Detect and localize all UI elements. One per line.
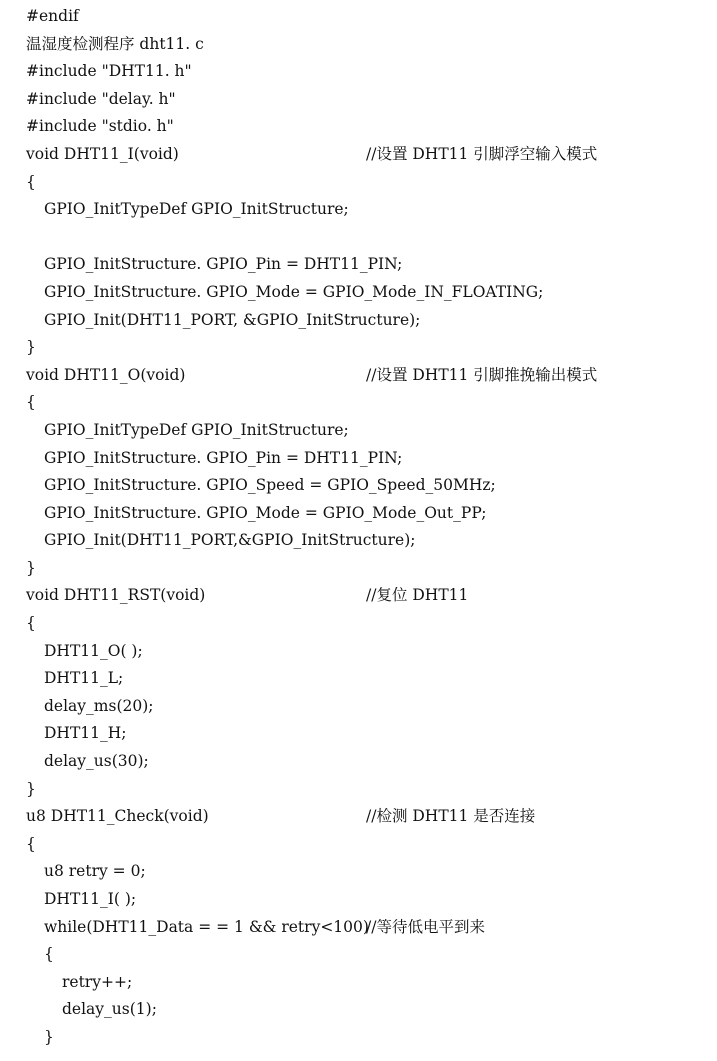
code-line <box>0 31 717 59</box>
code-comment: //设置 DHT11 引脚推挽输出模式 <box>366 365 598 384</box>
code-line <box>0 858 717 886</box>
code-text: DHT11_L; <box>44 669 124 688</box>
code-text: { <box>26 393 36 412</box>
code-text: } <box>26 338 36 357</box>
code-line <box>0 196 717 224</box>
code-text: GPIO_InitStructure. GPIO_Mode = GPIO_Mode_IN_FLOATING; <box>44 282 544 301</box>
code-line <box>0 665 717 693</box>
code-comment: //复位 DHT11 <box>366 586 469 605</box>
code-text: } <box>26 779 36 798</box>
code-line <box>0 582 717 610</box>
code-text: #include "stdio. h" <box>26 117 174 136</box>
code-text: #include "DHT11. h" <box>26 62 192 81</box>
code-line <box>0 113 717 141</box>
code-text: void DHT11_I(void) <box>26 144 179 163</box>
code-text: 温湿度检测程序 dht11. c <box>26 34 204 53</box>
code-line <box>0 803 717 831</box>
code-text: { <box>26 172 36 191</box>
code-text: } <box>26 558 36 577</box>
code-text: GPIO_InitStructure. GPIO_Speed = GPIO_Speed_50MHz; <box>44 476 496 495</box>
code-text: { <box>26 614 36 633</box>
code-line <box>0 886 717 914</box>
code-line <box>0 610 717 638</box>
code-line <box>0 389 717 417</box>
code-text: delay_us(1); <box>62 1000 157 1019</box>
code-text: GPIO_InitStructure. GPIO_Pin = DHT11_PIN; <box>44 255 403 274</box>
code-text: #endif <box>26 7 79 25</box>
code-text: GPIO_InitStructure. GPIO_Pin = DHT11_PIN; <box>44 448 403 467</box>
code-line <box>0 941 717 969</box>
code-text: GPIO_Init(DHT11_PORT, &GPIO_InitStructure); <box>44 310 421 329</box>
code-line <box>0 279 717 307</box>
code-text: retry++; <box>62 972 133 991</box>
code-text: #include "delay. h" <box>26 89 176 108</box>
code-line <box>0 1024 717 1052</box>
code-text: { <box>26 834 36 853</box>
code-line <box>0 693 717 721</box>
code-line <box>0 445 717 473</box>
code-line <box>0 527 717 555</box>
code-line <box>0 996 717 1024</box>
code-line <box>0 969 717 997</box>
code-line <box>0 86 717 114</box>
code-line <box>0 224 717 252</box>
code-text: delay_ms(20); <box>44 696 154 715</box>
code-text: GPIO_InitTypeDef GPIO_InitStructure; <box>44 200 349 219</box>
code-line <box>0 58 717 86</box>
code-text: u8 retry = 0; <box>44 862 146 881</box>
code-line <box>0 472 717 500</box>
code-comment: //设置 DHT11 引脚浮空输入模式 <box>366 144 598 163</box>
code-line <box>0 748 717 776</box>
code-text: DHT11_O( ); <box>44 641 143 660</box>
code-document <box>0 3 717 1052</box>
code-line <box>0 500 717 528</box>
code-line <box>0 720 717 748</box>
code-line <box>0 3 717 31</box>
code-text: delay_us(30); <box>44 752 149 771</box>
code-text: while(DHT11_Data = = 1 && retry<100) <box>44 917 369 936</box>
code-line <box>0 251 717 279</box>
code-text: DHT11_I( ); <box>44 890 137 908</box>
code-line <box>0 362 717 390</box>
code-text: GPIO_Init(DHT11_PORT,&GPIO_InitStructure); <box>44 531 416 550</box>
code-line <box>0 776 717 804</box>
code-line <box>0 555 717 583</box>
code-line <box>0 307 717 335</box>
code-text: GPIO_InitStructure. GPIO_Mode = GPIO_Mode_Out_PP; <box>44 503 487 522</box>
code-line <box>0 334 717 362</box>
code-line <box>0 169 717 197</box>
code-text: GPIO_InitTypeDef GPIO_InitStructure; <box>44 420 349 439</box>
code-text: void DHT11_RST(void) <box>26 586 206 605</box>
code-text: DHT11_H; <box>44 724 127 743</box>
code-line <box>0 831 717 859</box>
code-line <box>0 914 717 942</box>
code-comment: //等待低电平到来 <box>366 917 485 936</box>
code-line <box>0 638 717 666</box>
code-text: u8 DHT11_Check(void) <box>26 807 209 826</box>
code-line <box>0 417 717 445</box>
code-text: void DHT11_O(void) <box>26 365 186 384</box>
code-text: { <box>44 945 54 964</box>
code-line <box>0 141 717 169</box>
code-text: } <box>44 1027 54 1046</box>
code-comment: //检测 DHT11 是否连接 <box>366 807 536 826</box>
